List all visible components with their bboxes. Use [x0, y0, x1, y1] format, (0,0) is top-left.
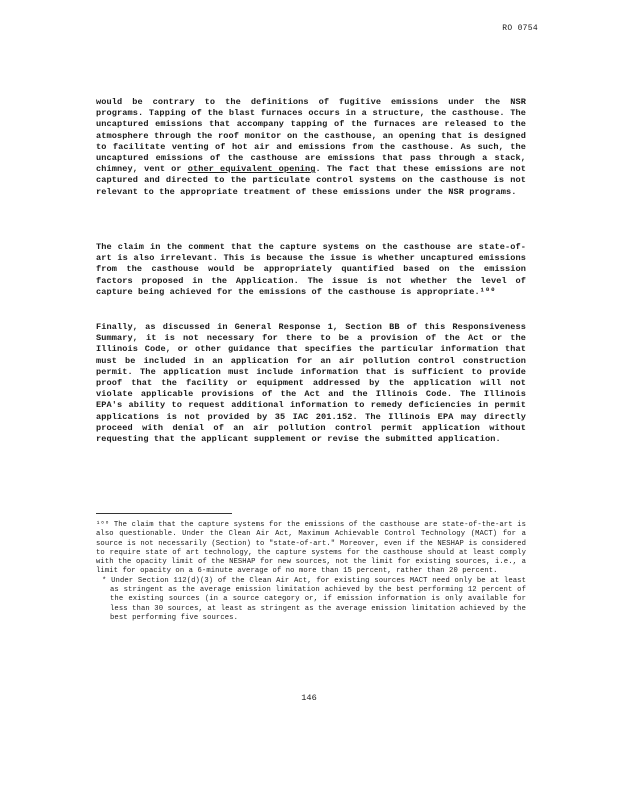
paragraph-text: . The fact that these emissions are not captured and directed to the particulate control systems on the casthouse is not relevant to the appropriate treatment of these emissions under the NSR programs. — [96, 164, 527, 197]
footnotes — [96, 521, 526, 623]
paragraph-application-info — [96, 322, 526, 445]
paragraph-fugitive-emissions — [96, 97, 526, 198]
footnote-marker: * — [102, 576, 107, 585]
underlined-phrase: other equivalent opening — [187, 164, 316, 175]
footnote-reference: ¹⁰⁰ — [479, 286, 496, 297]
footnote-marker: ¹⁰⁰ — [96, 521, 110, 529]
page-number: 146 — [301, 693, 317, 703]
footnote-2 — [96, 577, 526, 623]
paragraph-text: The claim in the comment that the capture systems on the casthouse are state-of-art is also irrelevant. This is because the issue is whether uncaptured emissions from the casthouse would be appropriately quantified based on the emission factors proposed in the Application. The issue is not whether the level of capture being achieved for the emissions of the casthouse is appropriate. — [96, 242, 526, 297]
footnote-divider — [96, 513, 232, 514]
footnote-text: The claim that the capture systems for the emissions of the casthouse are state-of-the-art is also questionable. Under the Clean Air Act, Maximum Achievable Control Technology (MACT) for a source is not necessarily (Section) to "state-of-art." Moreover, even if the NESHAP is considered to require state of art technology, the capture systems for the casthouse should at least comply with the opacity limit of the NESHAP for new sources, not the limit for existing sources, i.e., a limit for opacity on a 6-minute average of no more than 15 percent, rather than 20 percent. — [96, 521, 526, 576]
document-id: RO 0754 — [502, 24, 538, 33]
paragraph-text: Finally, as discussed in General Response 1, Section BB of this Responsiveness Summary, it is not necessary for there to be a provision of the Act or the Illinois Code, or other guidance that specifies the particular information that must be included in an application for an air pollution control construction permit. The application must include information that is sufficient to provide proof that the facility or equipment addressed by the application will not violate applicable provisions of the Act and the Illinois Code. The Illinois EPA's ability to request additional information to remedy deficiencies in permit applications is not provided by 35 IAC 201.152. The Illinois EPA may directly proceed with denial of an air pollution control permit application without requesting that the applicant supplement or revise the submitted application. — [96, 322, 526, 445]
footnote-text: Under Section 112(d)(3) of the Clean Air Act, for existing sources MACT need only be at least as stringent as the average emission limitation achieved by the best performing 12 percent of the existing sources (in a source category or, if emission information is only available for less than 30 sources, at least as stringent as the average emission limitation achieved by the best performing five sources. — [110, 576, 526, 622]
footnote-1 — [96, 521, 526, 577]
paragraph-capture-systems — [96, 242, 526, 298]
paragraph-text: would be contrary to the definitions of fugitive emissions under the NSR programs. Tapping of the blast furnaces occurs in a structure, the casthouse. The uncaptured emissions that accompany tapping of the furnaces are released to the atmosphere through the roof monitor on the casthouse, an opening that is designed to facilitate venting of hot air and emissions from the casthouse. As such, the uncaptured emissions of the casthouse are emissions that pass through a stack, chimney, vent or — [96, 97, 526, 175]
